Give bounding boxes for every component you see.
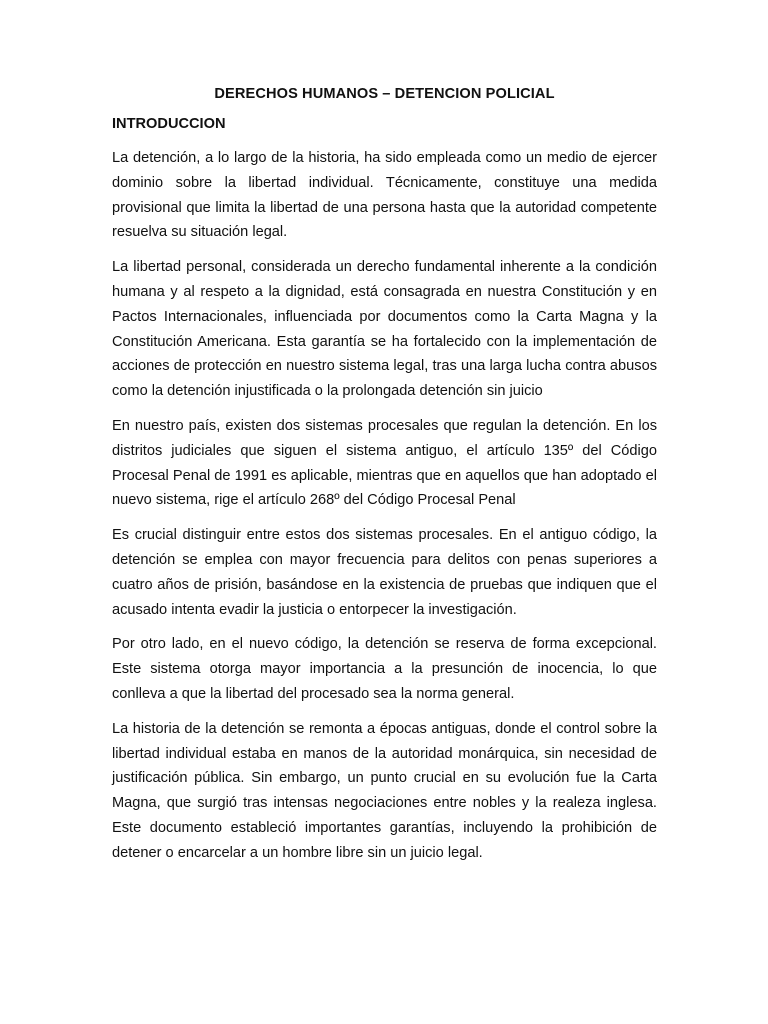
paragraph-5: Por otro lado, en el nuevo código, la detención se reserva de forma excepcional. Este sistema otorga mayor importancia a la presunción de inocencia, lo que conlleva a que la libertad del procesado sea la norma general. — [112, 636, 657, 702]
paragraph-3: En nuestro país, existen dos sistemas procesales que regulan la detención. En los distritos judiciales que siguen el sistema antiguo, el artículo 135º del Código Procesal Penal de 1991 es aplicable, mientras que en aquellos que han adoptado el nuevo sistema, rige el artículo 268º del Código Procesal Penal — [112, 417, 657, 509]
paragraph-6: La historia de la detención se remonta a épocas antiguas, donde el control sobre la libertad individual estaba en manos de la autoridad monárquica, sin necesidad de justificación pública. Sin embargo, un punto crucial en su evolución fue la Carta Magna, que surgió tras intensas negociaciones entre nobles y la realeza inglesa. Este documento estableció importantes garantías, incluyendo la prohibición de detener o encarcelar a un hombre libre sin un juicio legal. — [112, 720, 657, 861]
paragraph-2: La libertad personal, considerada un derecho fundamental inherente a la condición humana y al respeto a la dignidad, está consagrada en nuestra Constitución y en Pactos Internacionales, influenciada por documentos como la Carta Magna y la Constitución Americana. Esta garantía se ha fortalecido con la implementación de acciones de protección en nuestro sistema legal, tras una larga lucha contra abusos como la detención injustificada o la prolongada detención sin juicio — [112, 259, 657, 400]
section-heading-introduccion: INTRODUCCION — [112, 116, 226, 132]
paragraph-4: Es crucial distinguir entre estos dos sistemas procesales. En el antiguo código, la detención se emplea con mayor frecuencia para delitos con penas superiores a cuatro años de prisión, basándose en la existencia de pruebas que indiquen que el acusado intenta evadir la justicia o entorpecer la investigación. — [112, 527, 657, 618]
paragraph-1: La detención, a lo largo de la historia, ha sido empleada como un medio de ejercer dominio sobre la libertad individual. Técnicamente, constituye una medida provisional que limita la libertad de una persona hasta que la autoridad competente resuelva su situación legal. — [112, 150, 657, 241]
document-body — [112, 84, 657, 876]
document-title: DERECHOS HUMANOS – DETENCION POLICIAL — [214, 86, 555, 102]
